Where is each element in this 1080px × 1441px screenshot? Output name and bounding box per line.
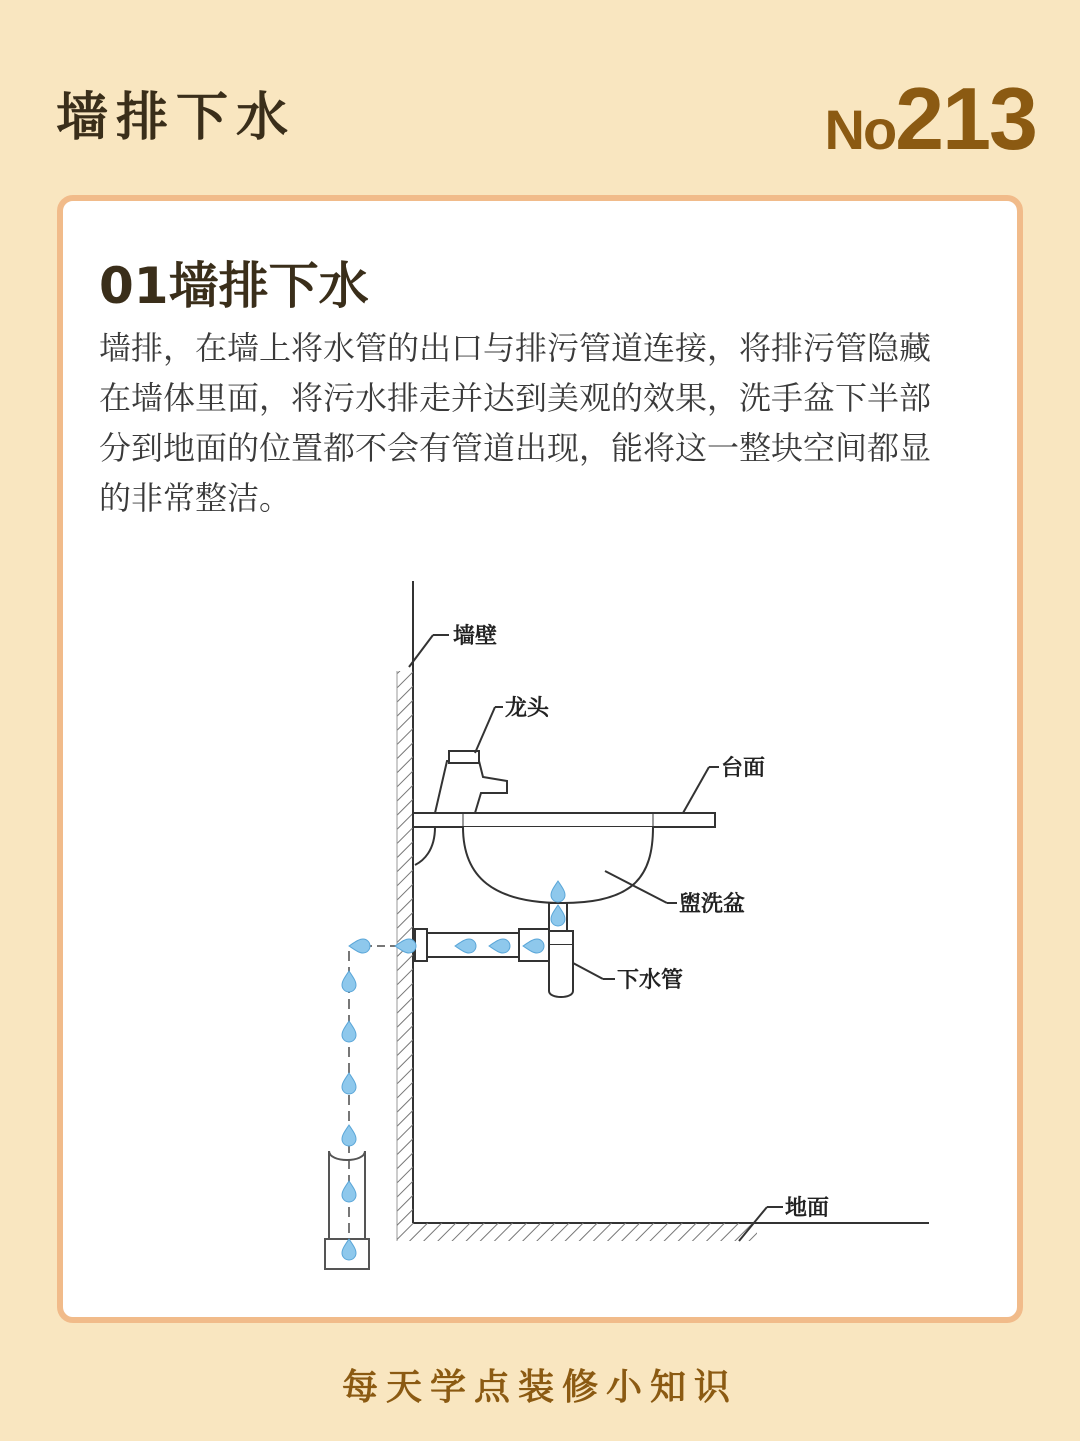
issue-digits: 213 — [895, 69, 1036, 168]
issue-prefix: No — [824, 98, 896, 161]
label-countertop: 台面 — [721, 755, 766, 781]
page-title: 墙排下水 — [56, 88, 297, 148]
wall — [397, 581, 413, 1241]
content-card — [57, 195, 1023, 1323]
label-floor: 地面 — [785, 1195, 830, 1221]
label-wall: 墙壁 — [453, 623, 498, 649]
label-faucet: 龙头 — [505, 695, 550, 721]
body-text: 墙排，在墙上将水管的出口与排污管道连接，将排污管隐藏在墙体里面，将污水排走并达到美观的效果，洗手盆下半部分到地面的位置都不会有管道出现，能将这一整块空间都显的非常整洁。 — [99, 329, 932, 517]
issue-number — [825, 68, 1036, 168]
drain-pipe — [415, 903, 573, 997]
footer-slogan: 每天学点装修小知识 — [341, 1367, 738, 1408]
label-basin: 盥洗盆 — [679, 891, 746, 917]
wall-drain-diagram — [63, 201, 1017, 1317]
label-drain-pipe: 下水管 — [617, 967, 684, 993]
section-heading: 01墙排下水 — [99, 257, 369, 315]
floor — [397, 1223, 929, 1241]
countertop — [413, 813, 715, 827]
